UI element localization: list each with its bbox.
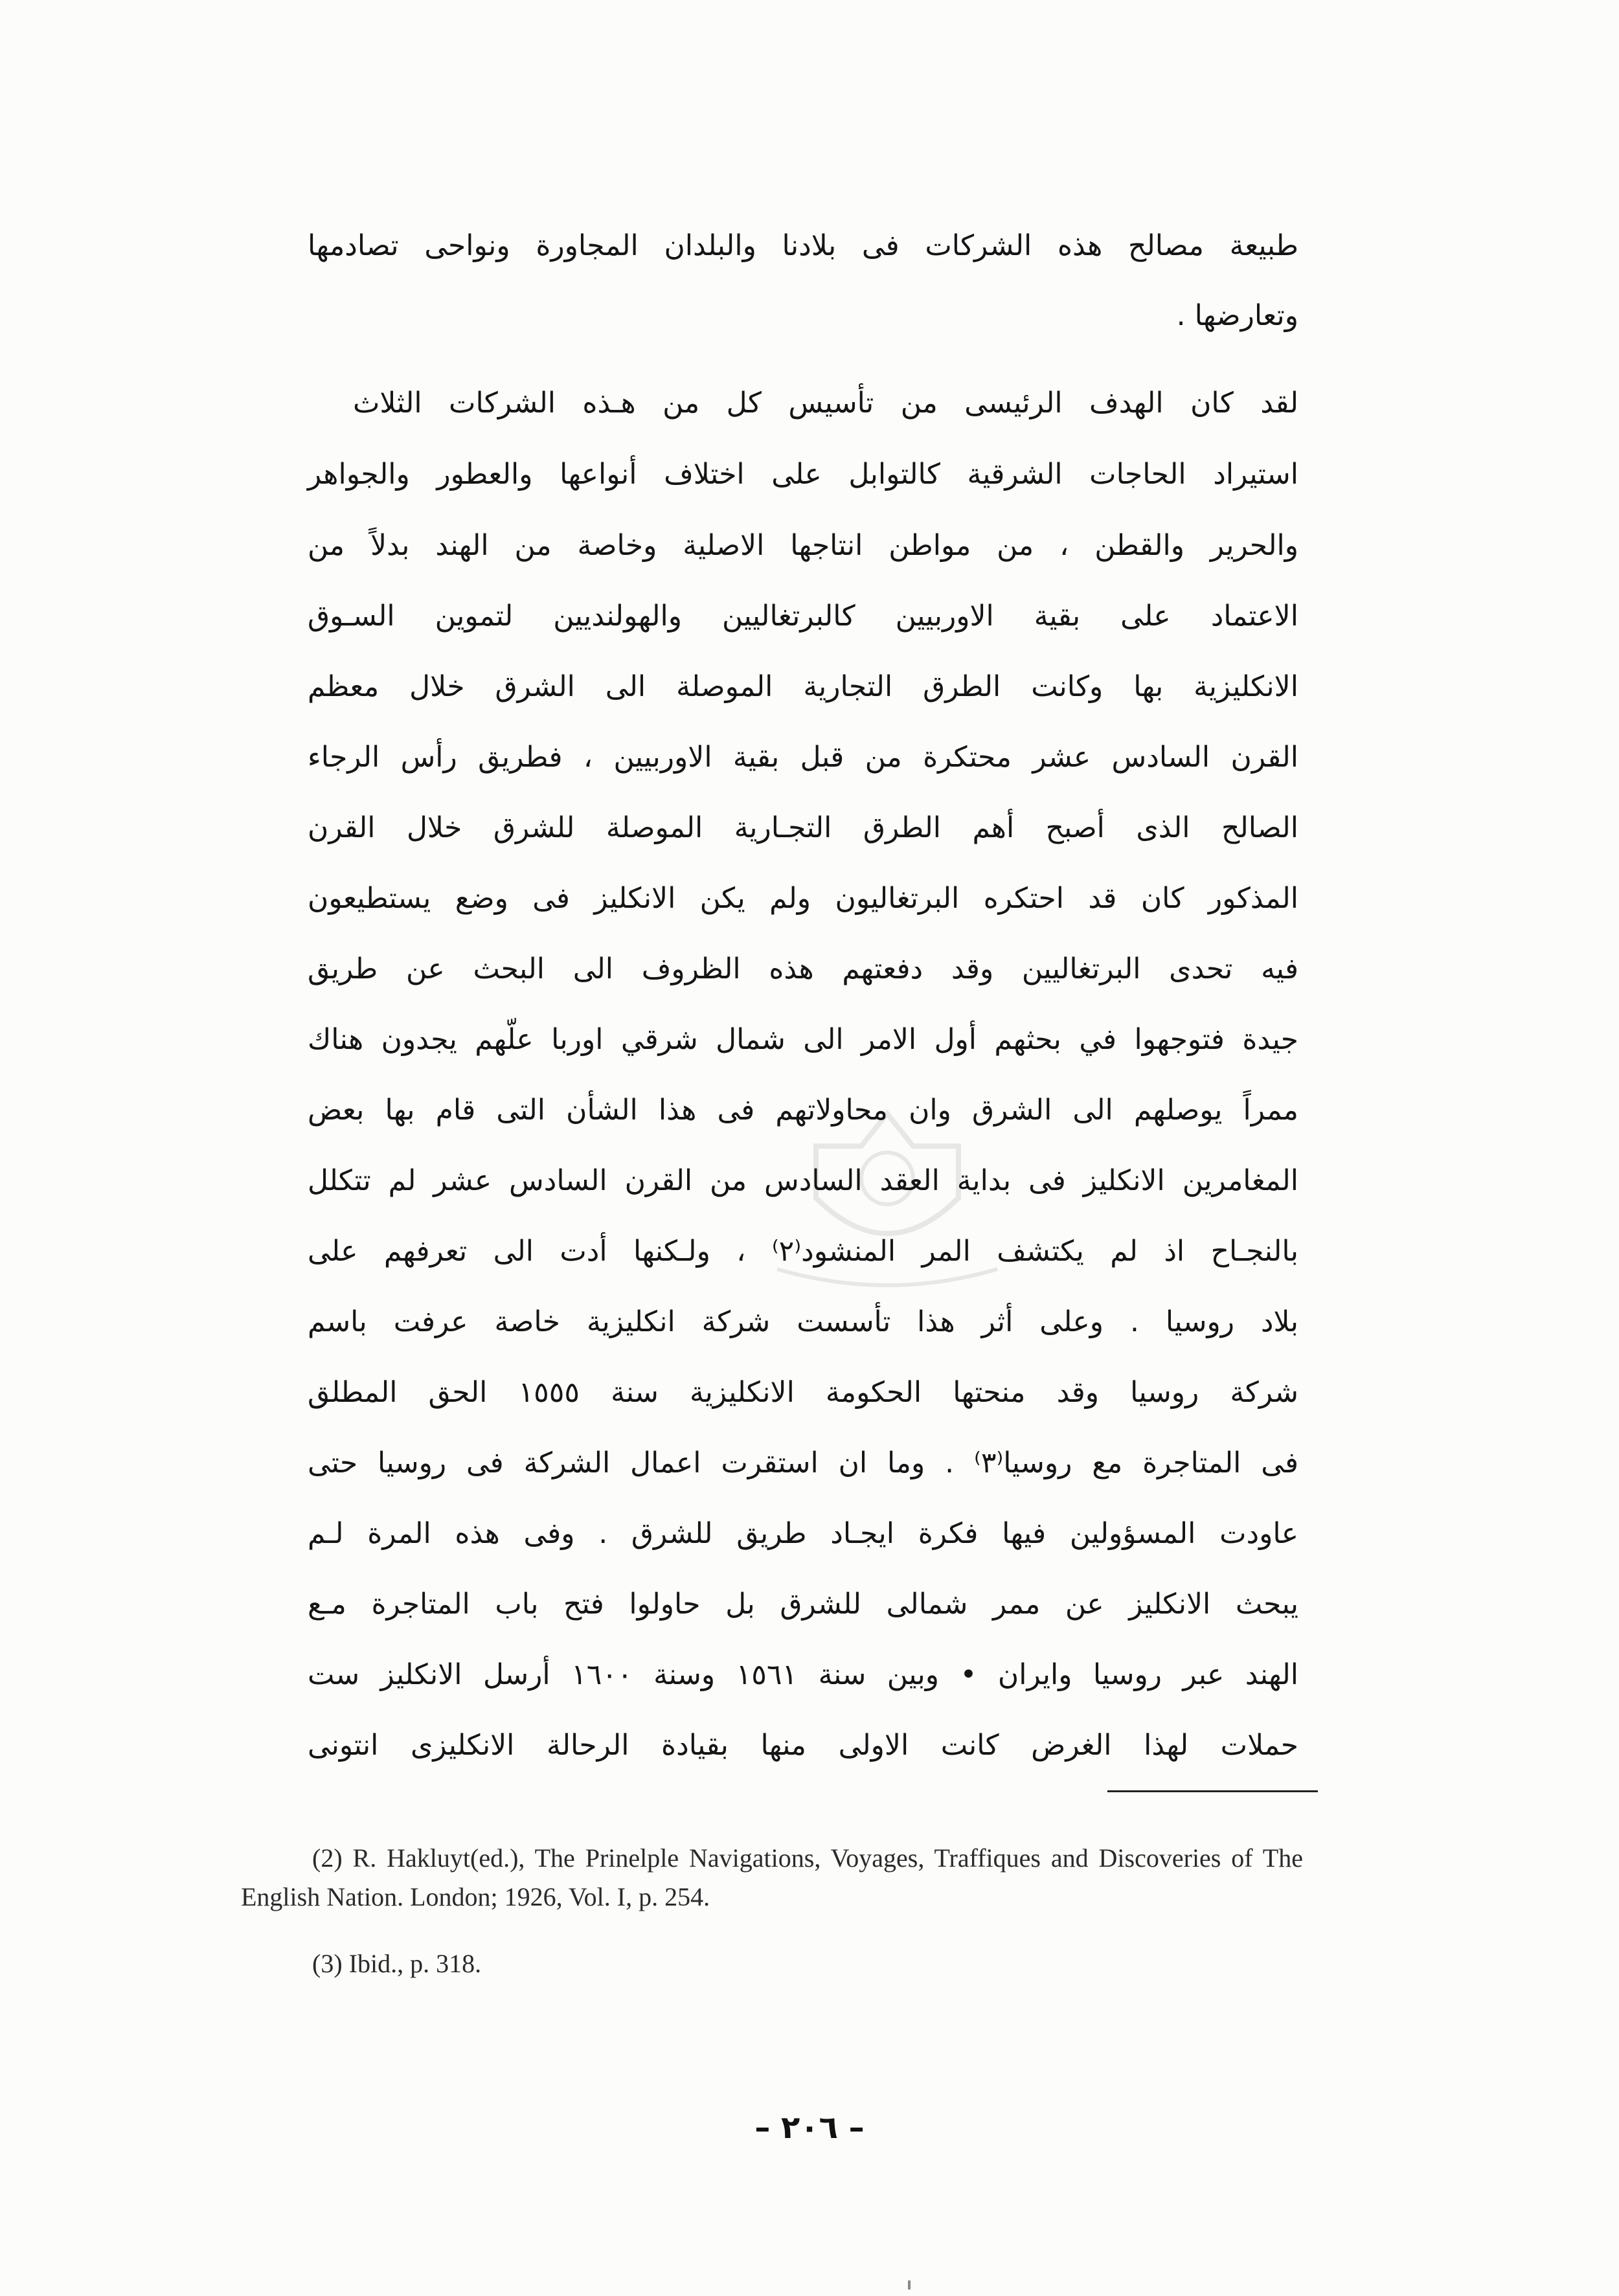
paragraph-2-line-18: يبحث الانكليز عن ممر شمالى للشرق بل حاولوا فتح باب المتاجرة مـع	[308, 1588, 1298, 1621]
footnote-separator	[1107, 1790, 1318, 1792]
paragraph-2-line-7: الصالح الذى أصبح أهم الطرق التجـارية الموصلة للشرق خلال القرن	[308, 811, 1298, 844]
paragraph-2-line-15: شركة روسيا وقد منحتها الحكومة الانكليزية سنة ١٥٥٥ الحق المطلق	[308, 1376, 1299, 1409]
paragraph-2-line-17: عاودت المسؤولين فيها فكرة ايجـاد طريق للشرق . وفى هذه المرة لـم	[308, 1517, 1298, 1550]
paragraph-2-line-1: لقد كان الهدف الرئيسى من تأسيس كل من هـذه الشركات الثلاث	[353, 387, 1298, 420]
paragraph-2-line-9: فيه تحدى البرتغاليين وقد دفعتهم هذه الظروف الى البحث عن طريق	[308, 952, 1298, 985]
paragraph-2-line-6: القرن السادس عشر محتكرة من قبل بقية الاوربيين ، فطريق رأس الرجاء	[308, 741, 1298, 774]
footnote-3: (3) Ibid., p. 318.	[312, 1949, 482, 1978]
paragraph-1-line-1: طبيعة مصالح هذه الشركات فى بلادنا والبلدان المجاورة ونواحى تصادمها	[308, 229, 1298, 262]
paragraph-2-line-14: بلاد روسيا . وعلى أثر هذا تأسست شركة انكليزية خاصة عرفت باسم	[308, 1305, 1298, 1338]
paragraph-2-line-16: فى المتاجرة مع روسيا⁽٣⁾ . وما ان استقرت اعمال الشركة فى روسيا حتى	[308, 1446, 1298, 1480]
paragraph-2-line-4: الاعتماد على بقية الاوربيين كالبرتغاليين والهولنديين لتموين السـوق	[308, 600, 1298, 633]
page-number: – ٢٠٦ –	[754, 2110, 865, 2146]
scan-speck	[908, 2280, 911, 2290]
footnote-2: (2) R. Hakluyt(ed.), The Prinelple Navigations, Voyages, Traffiques and Discoveries of The English Nation. London; 1926, Vol. I, p. 254.	[241, 1843, 1303, 1911]
paragraph-2-line-2: استيراد الحاجات الشرقية كالتوابل على اختلاف أنواعها والعطور والجواهر	[308, 458, 1298, 491]
paragraph-2-line-5: الانكليزية بها وكانت الطرق التجارية الموصلة الى الشرق خلال معظم	[308, 670, 1298, 703]
paragraph-2-line-13: بالنجـاح اذ لم يكتشف المر المنشود⁽٢⁾ ، ولـكنها أدت الى تعرفهم على	[308, 1235, 1299, 1268]
paragraph-2-line-19: الهند عبر روسيا وايران • وبين سنة ١٥٦١ وسنة ١٦٠٠ أرسل الانكليز ست	[308, 1658, 1298, 1691]
paragraph-2-line-11: ممراً يوصلهم الى الشرق وان محاولاتهم فى هذا الشأن التى قام بها بعض	[308, 1094, 1298, 1127]
paragraph-1-line-2: وتعارضها .	[1176, 299, 1298, 332]
paragraph-2-line-10: جيدة فتوجهوا في بحثهم أول الامر الى شمال شرقي اوربا علّهم يجدون هناك	[308, 1023, 1298, 1056]
paragraph-2-line-8: المذكور كان قد احتكره البرتغاليون ولم يكن الانكليز فى وضع يستطيعون	[308, 882, 1298, 915]
paragraph-2-line-3: والحرير والقطن ، من مواطن انتاجها الاصلية وخاصة من الهند بدلاً من	[308, 529, 1298, 562]
paragraph-2-line-20: حملات لهذا الغرض كانت الاولى منها بقيادة الرحالة الانكليزى انتونى	[308, 1729, 1298, 1762]
paragraph-2-line-12: المغامرين الانكليز فى بداية العقد السادس من القرن السادس عشر لم تتكلل	[308, 1164, 1298, 1197]
